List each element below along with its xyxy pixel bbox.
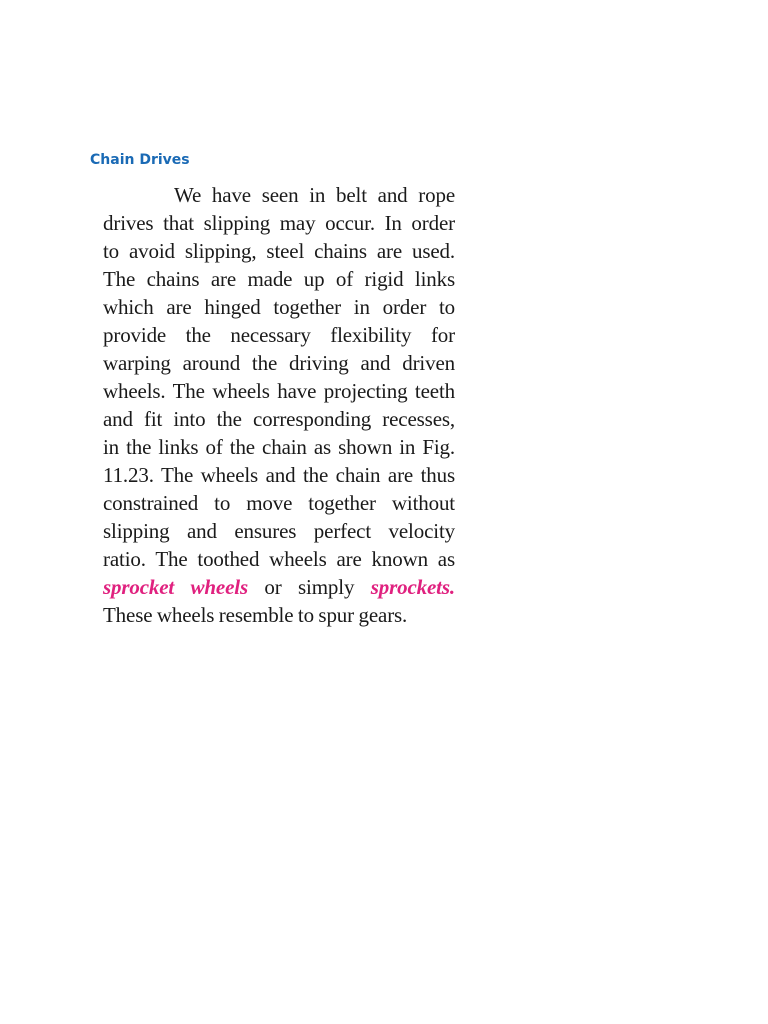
paragraph-line: in the links of the chain as shown in Fig. — [103, 435, 455, 459]
paragraph-line: We have seen in belt and rope — [174, 183, 455, 207]
term-connector: or simply — [264, 575, 355, 599]
paragraph-line: drives that slipping may occur. In order — [103, 211, 455, 235]
paragraph-line: provide the necessary flexibility for — [103, 323, 455, 347]
paragraph-line: warping around the driving and driven — [103, 351, 455, 375]
section-heading: Chain Drives — [90, 152, 190, 168]
paragraph-term-line — [103, 573, 455, 601]
term-sprocket-wheels: sprocket wheels — [103, 575, 248, 599]
paragraph-line: slipping and ensures perfect velocity — [103, 519, 455, 543]
paragraph-line: The chains are made up of rigid links — [103, 267, 455, 291]
paragraph-line: which are hinged together in order to — [103, 295, 455, 319]
paragraph-line: and fit into the corresponding recesses, — [103, 407, 455, 431]
paragraph-line: These wheels resemble to spur gears. — [103, 603, 408, 627]
paragraph-line: ratio. The toothed wheels are known as — [103, 547, 455, 571]
scanned-paragraph — [103, 181, 455, 629]
paragraph-line: constrained to move together without — [103, 491, 455, 515]
paragraph-line: wheels. The wheels have projecting teeth — [103, 379, 455, 403]
term-sprockets: sprockets. — [370, 575, 455, 599]
paragraph-line: to avoid slipping, steel chains are used. — [103, 239, 455, 263]
paragraph-line: 11.23. The wheels and the chain are thus — [103, 463, 455, 487]
